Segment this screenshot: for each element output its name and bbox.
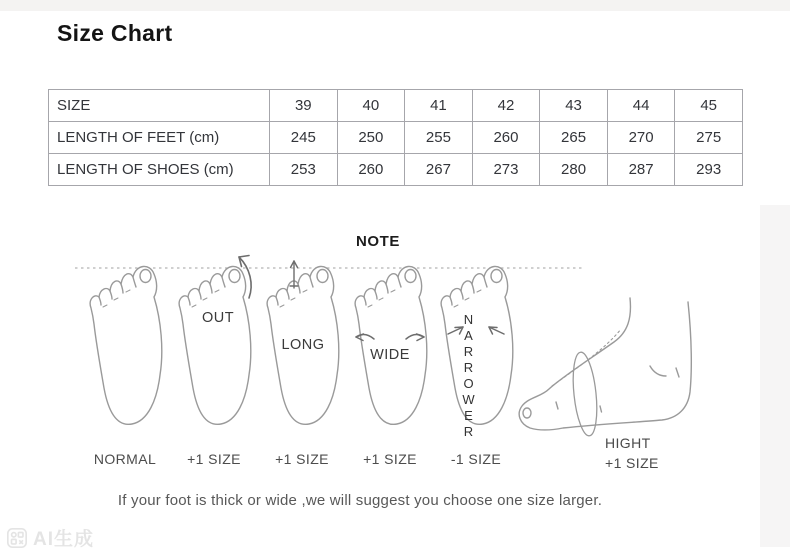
size-col: 40 bbox=[337, 90, 405, 122]
plus1-size-label: +1 SIZE bbox=[363, 451, 417, 467]
size-col: 43 bbox=[540, 90, 608, 122]
page-title: Size Chart bbox=[57, 20, 173, 46]
size-col: 45 bbox=[675, 90, 743, 122]
plus1-size-label: +1 SIZE bbox=[275, 451, 329, 467]
normal-size-label: NORMAL bbox=[93, 451, 157, 467]
shoes-length-value: 273 bbox=[472, 154, 540, 186]
side-view-foot-icon bbox=[519, 298, 691, 437]
note-heading: NOTE bbox=[355, 233, 401, 250]
shoes-length-value: 287 bbox=[607, 154, 675, 186]
feet-length-value: 255 bbox=[405, 122, 473, 154]
row-label: LENGTH OF SHOES (cm) bbox=[49, 154, 270, 186]
feet-length-value: 245 bbox=[270, 122, 338, 154]
minus1-size-label: -1 SIZE bbox=[450, 451, 502, 467]
size-col: 39 bbox=[270, 90, 338, 122]
narrower-foot-icon bbox=[441, 266, 513, 424]
shoes-length-value: 293 bbox=[675, 154, 743, 186]
hight-label-line1: HIGHT bbox=[605, 435, 651, 451]
out-label: OUT bbox=[201, 310, 235, 326]
shoes-length-value: 280 bbox=[540, 154, 608, 186]
feet-length-value: 260 bbox=[472, 122, 540, 154]
hight-label-line2: +1 SIZE bbox=[605, 454, 659, 471]
plus1-size-label: +1 SIZE bbox=[187, 451, 241, 467]
row-label: LENGTH OF FEET (cm) bbox=[49, 122, 270, 154]
shoes-length-value: 260 bbox=[337, 154, 405, 186]
size-col: 44 bbox=[607, 90, 675, 122]
narrower-label: NARROWER bbox=[461, 312, 476, 440]
size-col: 41 bbox=[405, 90, 473, 122]
wide-foot-icon bbox=[355, 266, 427, 424]
feet-length-value: 265 bbox=[540, 122, 608, 154]
shoes-length-value: 267 bbox=[405, 154, 473, 186]
ai-grid-badge-icon bbox=[6, 527, 28, 549]
feet-length-value: 275 bbox=[675, 122, 743, 154]
watermark-text: AI生成 bbox=[33, 529, 95, 550]
ai-watermark bbox=[6, 524, 94, 551]
size-col: 42 bbox=[472, 90, 540, 122]
normal-foot-icon bbox=[90, 266, 162, 424]
shoes-length-value: 253 bbox=[270, 154, 338, 186]
hight-size-label bbox=[605, 434, 659, 473]
table-header-size: SIZE bbox=[49, 90, 270, 122]
wide-label: WIDE bbox=[370, 347, 410, 363]
toes-out-foot-icon bbox=[179, 266, 251, 424]
feet-length-value: 250 bbox=[337, 122, 405, 154]
feet-length-value: 270 bbox=[607, 122, 675, 154]
long-label: LONG bbox=[281, 337, 325, 353]
footnote-text: If your foot is thick or wide ,we will suggest you choose one size larger. bbox=[117, 492, 603, 509]
